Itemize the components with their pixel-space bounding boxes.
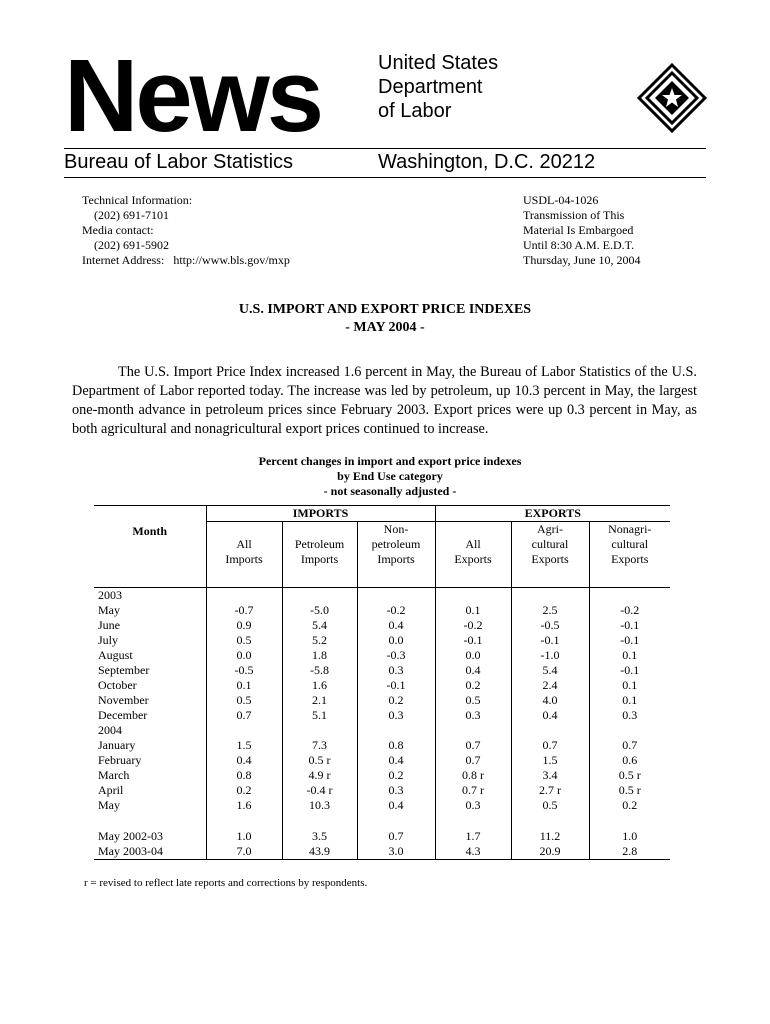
table-cell: 4.3 xyxy=(435,844,511,860)
table-cell: 1.5 xyxy=(206,738,282,753)
column-header: Imports xyxy=(206,552,282,567)
table-cell xyxy=(357,588,435,604)
table-row xyxy=(94,663,670,678)
table-cell: 0.3 xyxy=(357,708,435,723)
table-cell: 5.4 xyxy=(511,663,589,678)
table-cell: 1.8 xyxy=(282,648,357,663)
table-cell: 0.4 xyxy=(357,753,435,768)
table-row xyxy=(94,753,670,768)
table-cell xyxy=(435,588,511,604)
release-line: Material Is Embargoed xyxy=(523,223,634,237)
table-cell: 0.1 xyxy=(435,603,511,618)
table-cell: 0.2 xyxy=(589,798,670,813)
table-cell: 0.5 r xyxy=(589,783,670,798)
table-cell: -0.1 xyxy=(435,633,511,648)
title-line: - MAY 2004 - xyxy=(345,320,425,335)
imports-header: IMPORTS xyxy=(206,506,435,522)
table-cell: 1.6 xyxy=(282,678,357,693)
table-cell: 0.0 xyxy=(435,648,511,663)
exports-header: EXPORTS xyxy=(435,506,670,522)
news-masthead: News xyxy=(64,38,322,153)
table-cell: -0.1 xyxy=(511,633,589,648)
table-row xyxy=(94,723,670,738)
price-index-table xyxy=(94,505,670,860)
location: Washington, D.C. 20212 xyxy=(378,151,596,173)
table-cell: 0.7 xyxy=(511,738,589,753)
paragraph-text: The U.S. Import Price Index increased 1.6 percent in May, the Bureau of Labor Statistics of the U.S. Department of Labor reported today. The increase was led by petroleum, up 10.3 percent in May, the largest one-month advance in petroleum prices since February 2003. Export prices were up 0.3 percent in May, as both agricultural and nonagricultural export prices continued to increase. xyxy=(72,364,697,437)
table-cell: 0.3 xyxy=(589,708,670,723)
release-line: Transmission of This xyxy=(523,208,625,222)
table-cell xyxy=(282,723,357,738)
table-cell: 0.5 xyxy=(511,798,589,813)
release-line: Thursday, June 10, 2004 xyxy=(523,253,641,267)
table-cell: -0.1 xyxy=(589,663,670,678)
table-cell xyxy=(357,723,435,738)
contact-info xyxy=(82,193,290,268)
table-cell: 2.5 xyxy=(511,603,589,618)
table-caption xyxy=(0,454,770,499)
table-cell xyxy=(589,813,670,829)
table-cell: 0.5 xyxy=(206,693,282,708)
dol-seal-icon xyxy=(636,62,708,134)
row-label: July xyxy=(98,633,119,647)
table-cell: 1.0 xyxy=(206,829,282,844)
row-label: May 2002-03 xyxy=(98,829,163,843)
table-cell: -0.1 xyxy=(589,618,670,633)
column-header: All xyxy=(206,537,282,552)
column-header: Petroleum xyxy=(282,537,357,552)
table-cell: -0.4 r xyxy=(282,783,357,798)
column-header xyxy=(282,522,357,538)
table-cell: 4.0 xyxy=(511,693,589,708)
table-cell: 1.0 xyxy=(589,829,670,844)
table-cell: 0.0 xyxy=(206,648,282,663)
table-cell: 0.7 xyxy=(206,708,282,723)
table-row xyxy=(94,844,670,860)
contact-line: (202) 691-5902 xyxy=(82,238,169,252)
table-cell: 0.3 xyxy=(435,708,511,723)
table-cell: -0.3 xyxy=(357,648,435,663)
table-cell: 0.4 xyxy=(357,618,435,633)
contact-line: (202) 691-7101 xyxy=(82,208,169,222)
table-cell xyxy=(206,588,282,604)
row-label: May xyxy=(98,798,120,812)
table-row xyxy=(94,588,670,604)
table-row xyxy=(94,633,670,648)
column-header: Exports xyxy=(435,552,511,567)
table-cell: 0.1 xyxy=(589,648,670,663)
table-row xyxy=(94,693,670,708)
table-cell: 5.4 xyxy=(282,618,357,633)
table-cell xyxy=(589,588,670,604)
table-cell: 1.7 xyxy=(435,829,511,844)
table-cell: 0.1 xyxy=(206,678,282,693)
footnote: r = revised to reflect late reports and corrections by respondents. xyxy=(84,877,368,889)
table-cell: -1.0 xyxy=(511,648,589,663)
column-header: petroleum xyxy=(357,537,435,552)
row-label: January xyxy=(98,738,136,752)
table-row xyxy=(94,768,670,783)
month-header: Month xyxy=(94,506,206,568)
row-label: 2004 xyxy=(98,723,122,737)
table-row xyxy=(94,678,670,693)
table-cell: -0.7 xyxy=(206,603,282,618)
dept-line: Department xyxy=(378,76,483,98)
table-cell xyxy=(206,813,282,829)
column-header: Nonagri- xyxy=(589,522,670,538)
table-cell: 0.7 r xyxy=(435,783,511,798)
table-cell: 1.6 xyxy=(206,798,282,813)
table-cell: 0.3 xyxy=(357,663,435,678)
masthead-rule-top xyxy=(64,148,706,149)
table-cell: 0.3 xyxy=(435,798,511,813)
table-cell xyxy=(435,813,511,829)
column-header: Exports xyxy=(589,552,670,567)
contact-line: Technical Information: xyxy=(82,193,193,207)
table-cell: 3.5 xyxy=(282,829,357,844)
lead-paragraph xyxy=(72,363,697,439)
table-cell: 0.2 xyxy=(435,678,511,693)
table-cell: 0.7 xyxy=(357,829,435,844)
table-cell xyxy=(206,723,282,738)
row-label: September xyxy=(98,663,150,677)
table-cell: 0.4 xyxy=(357,798,435,813)
table-cell xyxy=(357,813,435,829)
dept-line: United States xyxy=(378,52,499,74)
table-row xyxy=(94,603,670,618)
table-cell: -5.8 xyxy=(282,663,357,678)
column-header: cultural xyxy=(511,537,589,552)
table-row xyxy=(94,738,670,753)
table-cell: 0.7 xyxy=(435,738,511,753)
masthead-rule-bottom xyxy=(64,177,706,178)
release-title xyxy=(0,301,770,337)
table-cell: 0.0 xyxy=(357,633,435,648)
table-cell: 5.2 xyxy=(282,633,357,648)
table-cell: 0.5 r xyxy=(282,753,357,768)
table-cell: 0.4 xyxy=(511,708,589,723)
table-row xyxy=(94,648,670,663)
table-cell: -0.5 xyxy=(511,618,589,633)
table-cell: 0.8 xyxy=(357,738,435,753)
row-label: May 2003-04 xyxy=(94,844,206,860)
table-row xyxy=(94,708,670,723)
table-cell: -5.0 xyxy=(282,603,357,618)
caption-line: Percent changes in import and export price indexes xyxy=(258,454,522,468)
table-cell: 0.8 r xyxy=(435,768,511,783)
column-header: Imports xyxy=(357,552,435,567)
table-row xyxy=(94,618,670,633)
bureau-name: Bureau of Labor Statistics xyxy=(64,151,294,173)
table-cell: 11.2 xyxy=(511,829,589,844)
table-row xyxy=(94,798,670,813)
table-cell xyxy=(511,813,589,829)
row-label: November xyxy=(98,693,149,707)
row-label: May xyxy=(98,603,120,617)
table-cell: 4.9 r xyxy=(282,768,357,783)
table-cell: 3.4 xyxy=(511,768,589,783)
table-cell: 0.7 xyxy=(589,738,670,753)
table-cell: 20.9 xyxy=(511,844,589,860)
caption-line: by End Use category xyxy=(337,469,443,483)
contact-line: Media contact: xyxy=(82,223,154,237)
release-info xyxy=(523,193,641,268)
table-cell: 7.3 xyxy=(282,738,357,753)
column-header: Imports xyxy=(282,552,357,567)
row-label: June xyxy=(98,618,120,632)
table-cell: 2.4 xyxy=(511,678,589,693)
row-label: December xyxy=(98,708,148,722)
row-label: 2003 xyxy=(94,588,206,604)
table-cell xyxy=(511,723,589,738)
row-label: February xyxy=(98,753,142,767)
column-header: Exports xyxy=(511,552,589,567)
table-cell: 2.7 r xyxy=(511,783,589,798)
contact-line: Internet Address: http://www.bls.gov/mxp xyxy=(82,253,290,267)
header-spacer xyxy=(94,567,206,588)
table-cell: 0.5 r xyxy=(589,768,670,783)
table-cell: 0.2 xyxy=(357,693,435,708)
table-cell: 0.2 xyxy=(357,768,435,783)
release-line: USDL-04-1026 xyxy=(523,193,599,207)
table-cell: 0.7 xyxy=(435,753,511,768)
table-cell: 2.1 xyxy=(282,693,357,708)
table-cell: 0.2 xyxy=(206,783,282,798)
table-cell: 0.1 xyxy=(589,678,670,693)
table-cell: -0.5 xyxy=(206,663,282,678)
table-cell: 0.8 xyxy=(206,768,282,783)
row-label: October xyxy=(98,678,137,692)
table-cell: 0.6 xyxy=(589,753,670,768)
table-cell: 7.0 xyxy=(206,844,282,860)
column-header: Non- xyxy=(357,522,435,538)
table-cell: 0.1 xyxy=(589,693,670,708)
table-cell: 1.5 xyxy=(511,753,589,768)
title-line: U.S. IMPORT AND EXPORT PRICE INDEXES xyxy=(238,302,532,317)
table-cell: 0.5 xyxy=(435,693,511,708)
column-header: cultural xyxy=(589,537,670,552)
dept-line: of Labor xyxy=(378,100,452,122)
table-cell: 3.0 xyxy=(357,844,435,860)
table-cell xyxy=(282,588,357,604)
table-cell: -0.1 xyxy=(357,678,435,693)
table-cell: -0.2 xyxy=(357,603,435,618)
release-line: Until 8:30 A.M. E.D.T. xyxy=(523,238,635,252)
table-row xyxy=(94,783,670,798)
table-cell: 0.9 xyxy=(206,618,282,633)
table-cell: 0.4 xyxy=(435,663,511,678)
table-cell xyxy=(435,723,511,738)
table-row xyxy=(94,829,670,844)
table-cell: 2.8 xyxy=(589,844,670,860)
table-cell: -0.1 xyxy=(589,633,670,648)
row-label: April xyxy=(98,783,124,797)
row-label: March xyxy=(98,768,130,782)
column-header xyxy=(435,522,511,538)
table-cell: 43.9 xyxy=(282,844,357,860)
table-cell xyxy=(511,588,589,604)
table-cell: 0.3 xyxy=(357,783,435,798)
table-cell: 0.5 xyxy=(206,633,282,648)
table-cell: 10.3 xyxy=(282,798,357,813)
table-cell: -0.2 xyxy=(435,618,511,633)
department-name xyxy=(378,51,498,123)
table-cell xyxy=(589,723,670,738)
column-header xyxy=(206,522,282,538)
column-header: Agri- xyxy=(511,522,589,538)
table-cell: 5.1 xyxy=(282,708,357,723)
row-label xyxy=(94,813,206,829)
column-header: All xyxy=(435,537,511,552)
table-cell: 0.4 xyxy=(206,753,282,768)
table-cell: -0.2 xyxy=(589,603,670,618)
caption-line: - not seasonally adjusted - xyxy=(323,484,457,498)
row-label: August xyxy=(98,648,133,662)
table-row xyxy=(94,813,670,829)
table-cell xyxy=(282,813,357,829)
